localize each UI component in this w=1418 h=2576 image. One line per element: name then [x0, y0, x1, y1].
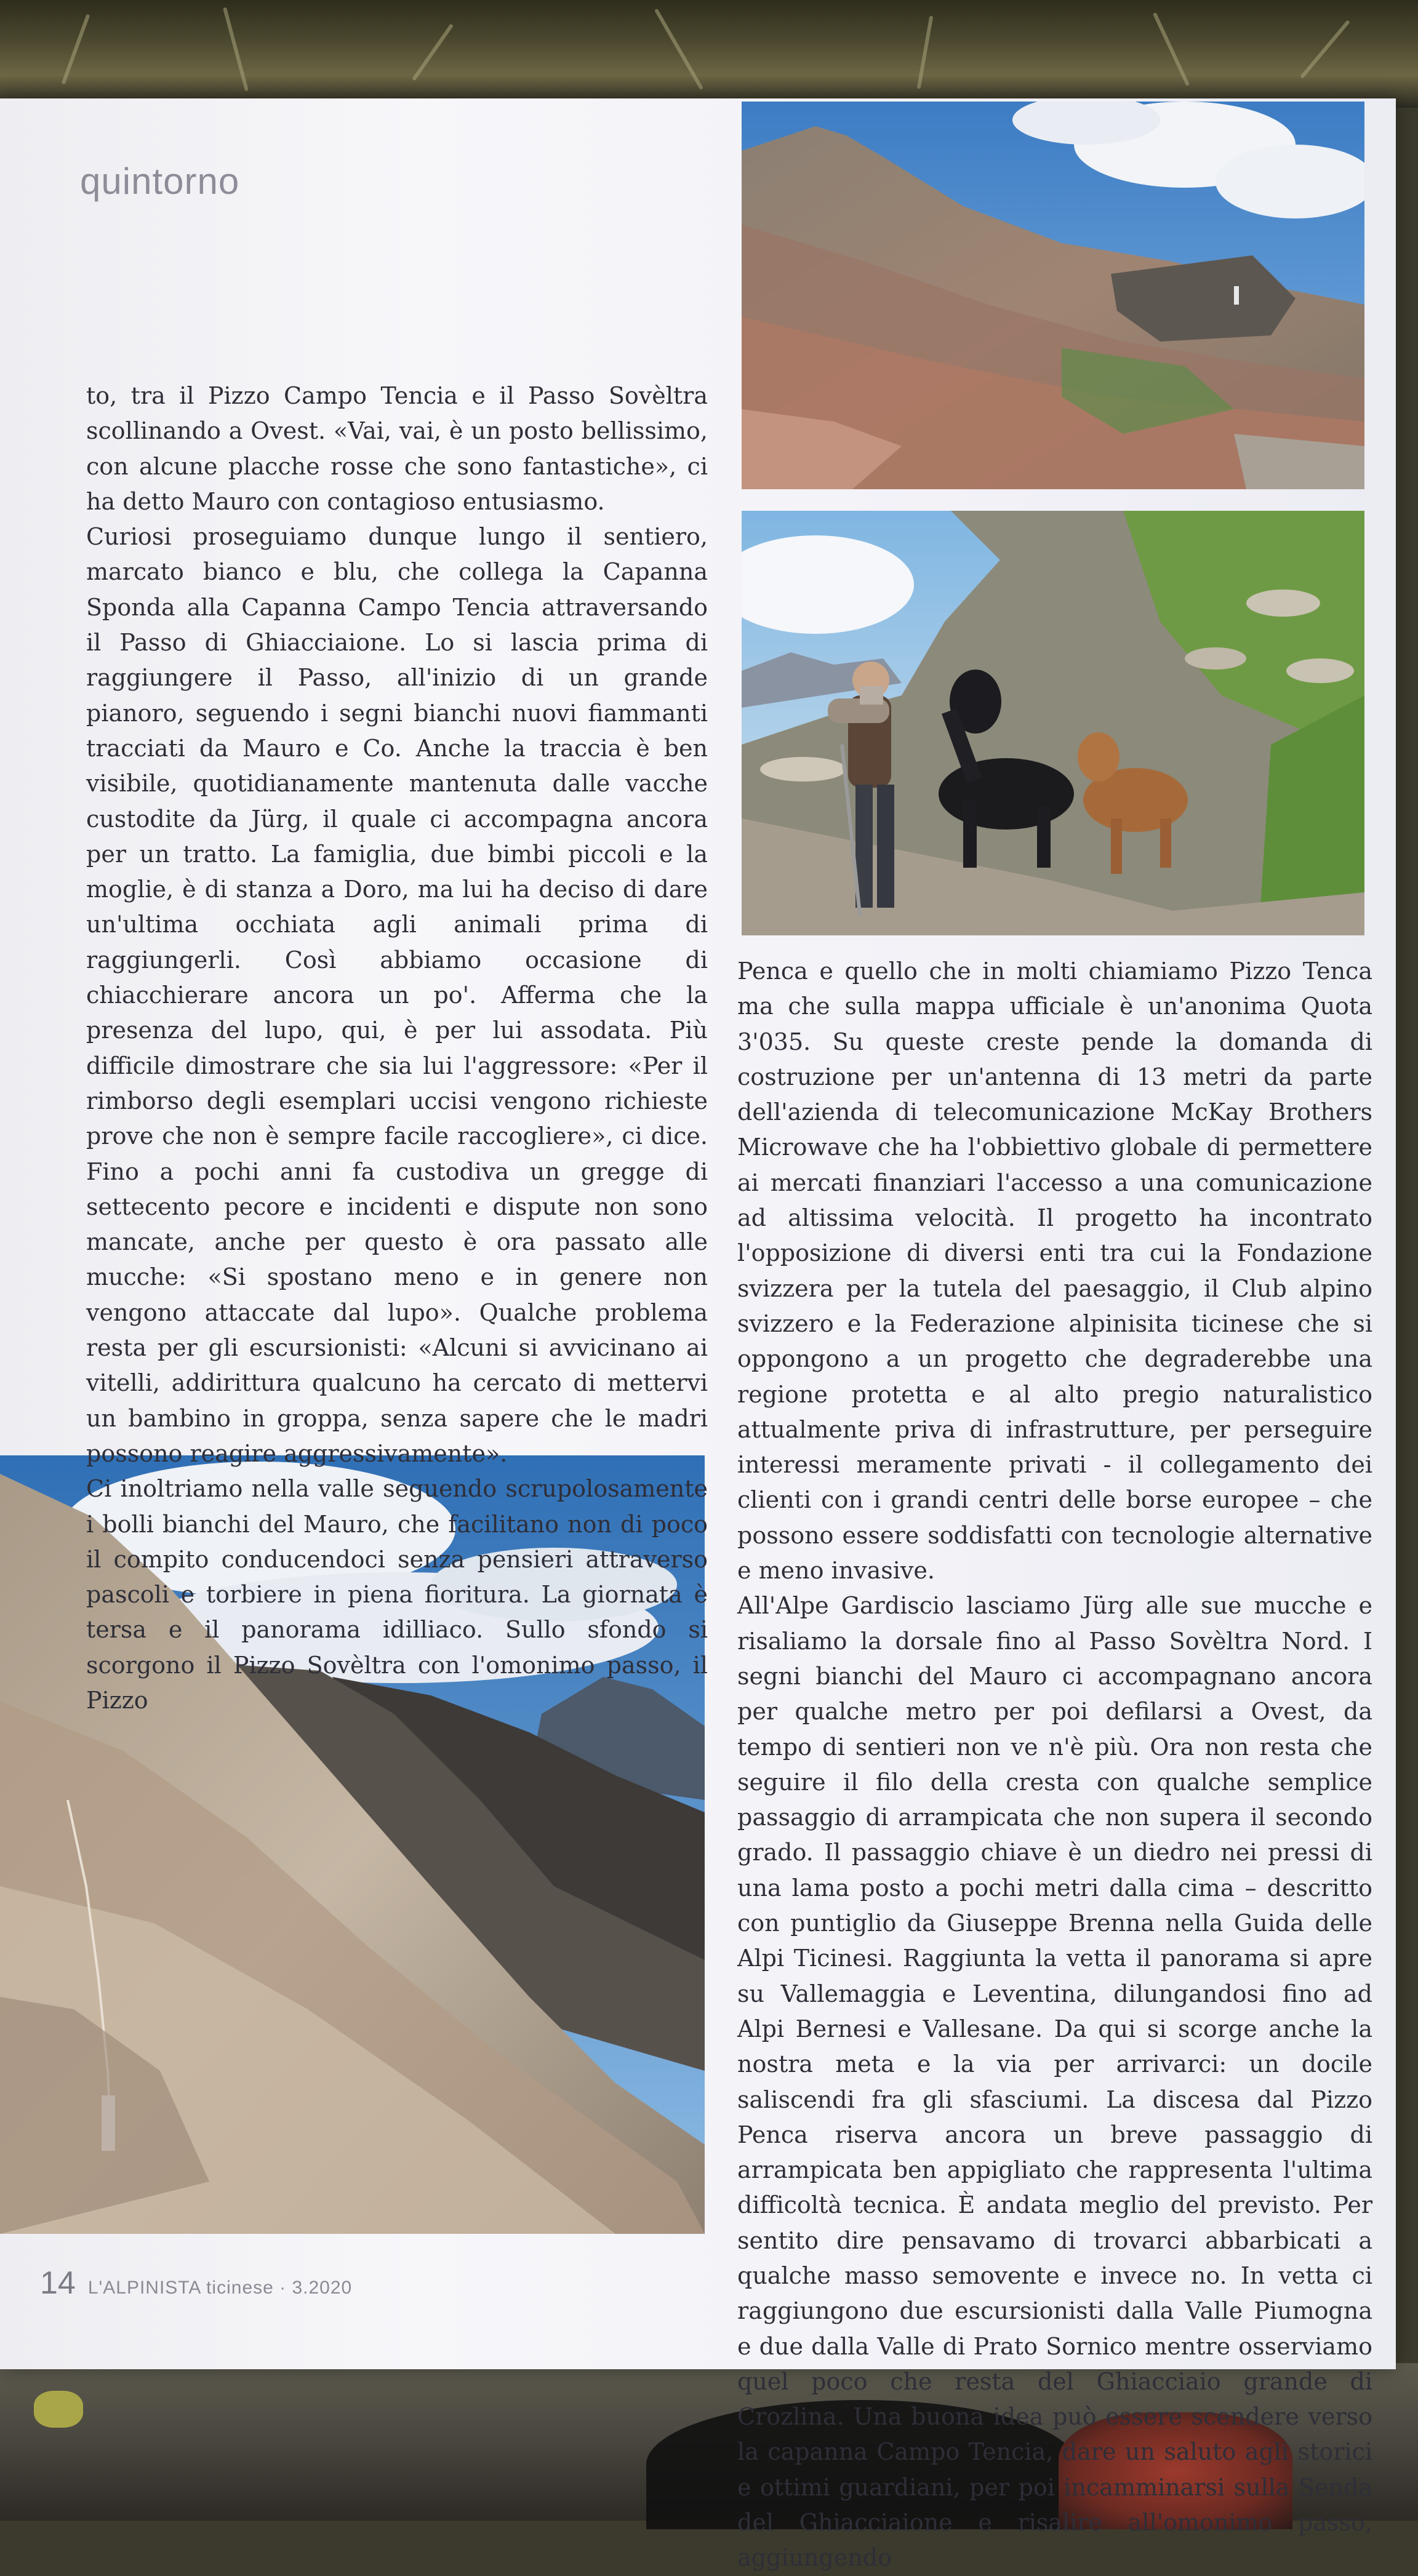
section-title: quintorno: [80, 161, 240, 202]
rocky-ridge-photo: [742, 102, 1364, 489]
page-footer: [40, 2265, 352, 2302]
magazine-page: [0, 98, 1396, 2572]
page-number: 14: [40, 2265, 76, 2301]
magazine-name: L'ALPINISTA ticinese · 3.2020: [87, 2278, 353, 2298]
article-paragraph: Ci inoltriamo nella valle seguendo scrupolosamente i bolli bianchi del Mauro, che facilitano non di poco il compito conducendoci senza pensieri attraverso pascoli e torbiere in piena fioritura. La giornata è tersa e il panorama idilliaco. Sullo sfondo si scorgono il Pizzo Sovèltra con l'omonimo passo, il Pizzo: [86, 1475, 708, 1714]
article-left-column: [86, 378, 708, 1718]
article-paragraph: to, tra il Pizzo Campo Tencia e il Passo Sovèltra scollinando a Ovest. «Vai, vai, è un posto bellissimo, con alcune placche rosse che sono fantastiche», ci ha detto Mauro con contagioso entusiasmo.: [86, 382, 708, 515]
hiker-with-dogs-photo: [742, 511, 1364, 935]
moss-patch: [34, 2391, 83, 2428]
grass-background: [0, 0, 1418, 108]
article-paragraph: All'Alpe Gardiscio lasciamo Jürg alle sue mucche e risaliamo la dorsale fino al Passo Sovèltra Nord. I segni bianchi del Mauro ci accompagnano ancora per qualche metro per poi defilarsi a Ovest, da tempo di sentieri non ve n'è più. Ora non resta che seguire il filo della cresta con qualche semplice passaggio di arrampicata che non supera il secondo grado. Il passaggio chiave è un diedro nei pressi di una lama posto a pochi metri dalla cima – descritto con puntiglio da Giuseppe Brenna nella Guida delle Alpi Ticinesi. Raggiunta la vetta il panorama si apre su Vallemaggia e Leventina, dilungandosi fino ad Alpi Bernesi e Vallesane. Da qui si scorge anche la nostra meta e la via per arrivarci: un docile saliscendi fra gli sfasciumi. La discesa dal Pizzo Penca riserva ancora un breve passaggio di arrampicata ben appigliato che rappresenta l'ultima difficoltà tecnica. È andata meglio del previsto. Per sentito dire pensavamo di trovarci abbarbicati a qualche masso semovente e invece no. In vetta ci raggiungono due escursionisti dalla Valle Piumogna e due dalla Valle di Prato Sornico mentre osserviamo quel poco che resta del Ghiacciaio grande di Crozlina. Una buona idea può essere scendere verso la capanna Campo Tencia, dare un saluto agli storici e ottimi guardiani, per poi incamminarsi sulla Senda del Ghiacciaione e risalire all'omonimo passo, aggiungendo: [737, 1592, 1372, 2572]
article-paragraph: Penca e quello che in molti chiamiamo Pizzo Tenca ma che sulla mappa ufficiale è un'anonima Quota 3'035. Su queste creste pende la domanda di costruzione per un'antenna di 13 metri da parte dell'azienda di telecomunicazione McKay Brothers Microwave che ha l'obbiettivo globale di permettere ai mercati finanziari l'accesso a una comunicazione ad altissima velocità. Il progetto ha incontrato l'opposizione di diversi enti tra cui la Fondazione svizzera per la tutela del paesaggio, il Club alpino svizzero e la Federazione alpinisita ticinese che si oppongono a un progetto che degraderebbe una regione protetta e al alto pregio naturalistico attualmente priva di infrastrutture, per perseguire interessi meramente privati - il collegamento dei clienti con i grandi centri delle borse europee – che possono essere soddisfatti con tecnologie alternative e meno invasive.: [737, 958, 1372, 1585]
article-paragraph: Curiosi proseguiamo dunque lungo il sentiero, marcato bianco e blu, che collega la Capanna Sponda alla Capanna Campo Tencia attraversando il Passo di Ghiacciaione. Lo si lascia prima di raggiungere il Passo, all'inizio di un grande pianoro, seguendo i segni bianchi nuovi fiammanti tracciati da Mauro e Co. Anche la traccia è ben visibile, quotidianamente mantenuta dalle vacche custodite da Jürg, il quale ci accompagna ancora per un tratto. La famiglia, due bimbi piccoli e la moglie, è di stanza a Doro, ma lui ha deciso di dare un'ultima occhiata agli animali prima di raggiungerli. Così abbiamo occasione di chiacchierare ancora un po'. Afferma che la presenza del lupo, qui, è per lui assodata. Più difficile dimostrare che sia lui l'aggressore: «Per il rimborso degli esemplari uccisi vengono richieste prove che non è sempre facile raccogliere», ci dice. Fino a pochi anni fa custodiva un gregge di settecento pecore e incidenti e dispute non sono mancate, anche per questo è ora passato alle mucche: «Si spostano meno e in genere non vengono attaccate dal lupo». Qualche problema resta per gli escursionisti: «Alcuni si avvicinano ai vitelli, addirittura qualcuno ha cercato di mettervi un bambino in groppa, senza sapere che le madri possono reagire aggressivamente».: [86, 523, 708, 1467]
article-right-column: [737, 954, 1372, 2576]
